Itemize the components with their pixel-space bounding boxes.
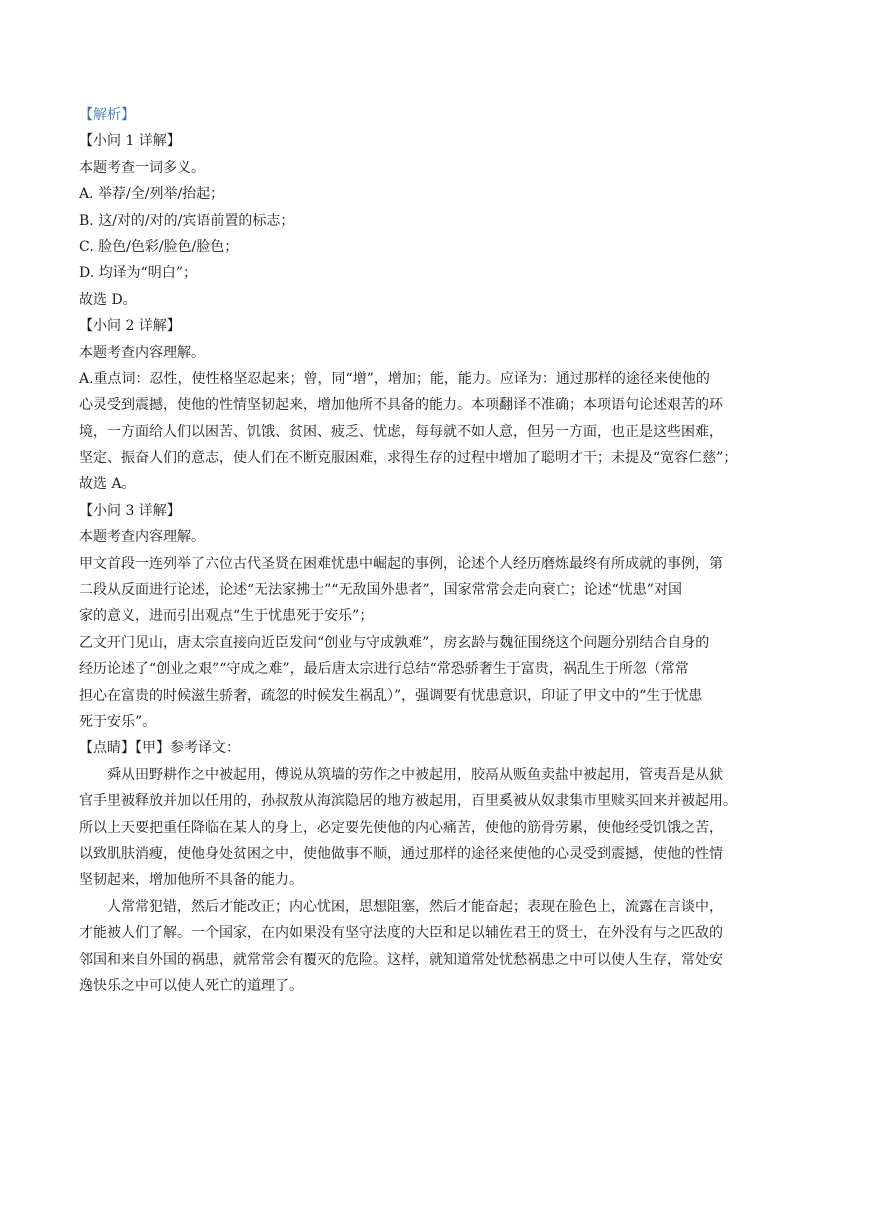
question-3-text-line: 担心在富贵的时候滋生骄奢，疏忽的时候发生祸乱）”，强调要有忧患意识，印证了甲文中的“生于忧患	[79, 687, 703, 704]
question-3-section	[79, 498, 791, 736]
question-1-answer: 故选 D。	[79, 291, 137, 308]
option-a: A. 举荐/全/列举/抬起；	[79, 186, 225, 203]
question-2-section	[79, 313, 791, 498]
analysis-label: 【解析】	[79, 107, 135, 123]
question-3-heading: 【小问 3 详解】	[79, 502, 181, 519]
question-2-text-line: 坚定、振奋人们的意志，使人们在不断克服困难，求得生存的过程中增加了聪明才干；未提及“宽容仁慈”；	[79, 450, 738, 467]
option-b: B. 这/对的/对的/宾语前置的标志；	[79, 212, 295, 229]
question-1-heading: 【小问 1 详解】	[79, 133, 181, 150]
question-2-text-line: 心灵受到震撼，使他的性情坚韧起来，增加他所不具备的能力。本项翻译不准确；本项语句论述艰苦的环	[79, 397, 723, 414]
question-2-text-line: A.重点词：忍性，使性格坚忍起来；曾，同“增”，增加；能，能力。应译为：通过那样的途径来使他的	[79, 370, 710, 387]
question-2-answer: 故选 A。	[79, 476, 136, 493]
translation-line: 邻国和来自外国的祸患，就常常会有覆灭的危险。这样，就知道常处忧愁祸患之中可以使人生存，常处安	[79, 951, 723, 968]
option-d: D. 均译为“明白”；	[79, 265, 197, 282]
question-3-text-line: 乙文开门见山，唐太宗直接向近臣发问“创业与守成孰难”，房玄龄与魏征围绕这个问题分别结合自身的	[79, 634, 710, 651]
notes-heading: 【点睛】【甲】参考译文：	[79, 740, 240, 757]
question-3-text-line: 甲文首段一连列举了六位古代圣贤在困难忧患中崛起的事例，论述个人经历磨炼最终有所成就的事例，第	[79, 555, 723, 572]
translation-line: 逸快乐之中可以使人死亡的道理了。	[79, 977, 303, 994]
question-2-text-line: 境，一方面给人们以困苦、饥饿、贫困、疲乏、忧虑，每每就不如人意，但另一方面，也正是这些困难，	[79, 423, 723, 440]
question-3-text-line: 死于安乐”。	[79, 713, 157, 730]
question-3-text-line: 经历论述了“创业之艰”“守成之难”，最后唐太宗进行总结“常恐骄奢生于富贵，祸乱生于所忽（常常	[79, 661, 689, 678]
translation-line: 坚韧起来，增加他所不具备的能力。	[79, 872, 303, 889]
question-3-text-line: 家的意义，进而引出观点“生于忧患死于安乐”；	[79, 608, 374, 625]
translation-line: 舜从田野耕作之中被起用，傅说从筑墙的劳作之中被起用，胶鬲从贩鱼卖盐中被起用，管夷吾是从狱	[107, 766, 723, 783]
question-1-intro: 本题考查一词多义。	[79, 159, 205, 176]
question-2-heading: 【小问 2 详解】	[79, 318, 181, 335]
translation-line: 才能被人们了解。一个国家，在内如果没有坚守法度的大臣和足以辅佐君王的贤士，在外没有与之匹敌的	[79, 925, 723, 942]
translation-line: 官手里被释放并加以任用的，孙叔敖从海滨隐居的地方被起用，百里奚被从奴隶集市里赎买回来并被起用。	[79, 793, 737, 810]
translation-line: 以致肌肤消瘦，使他身处贫困之中，使他做事不顺，通过那样的途径来使他的心灵受到震撼，使他的性情	[79, 845, 723, 862]
option-c: C. 脸色/色彩/脸色/脸色；	[79, 238, 239, 255]
question-3-intro: 本题考查内容理解。	[79, 529, 205, 546]
translation-line: 人常常犯错，然后才能改正；内心忧困，思想阻塞，然后才能奋起；表现在脸色上，流露在言谈中，	[107, 898, 723, 915]
notes-section	[79, 735, 791, 999]
question-1-section	[79, 128, 791, 313]
translation-line: 所以上天要把重任降临在某人的身上，必定要先使他的内心痛苦，使他的筋骨劳累，使他经受饥饿之苦，	[79, 819, 723, 836]
document-page	[79, 102, 791, 999]
question-2-intro: 本题考查内容理解。	[79, 344, 205, 361]
question-3-text-line: 二段从反面进行论述，论述“无法家拂士”“无敌国外患者”，国家常常会走向衰亡；论述“忧患”对国	[79, 582, 682, 599]
